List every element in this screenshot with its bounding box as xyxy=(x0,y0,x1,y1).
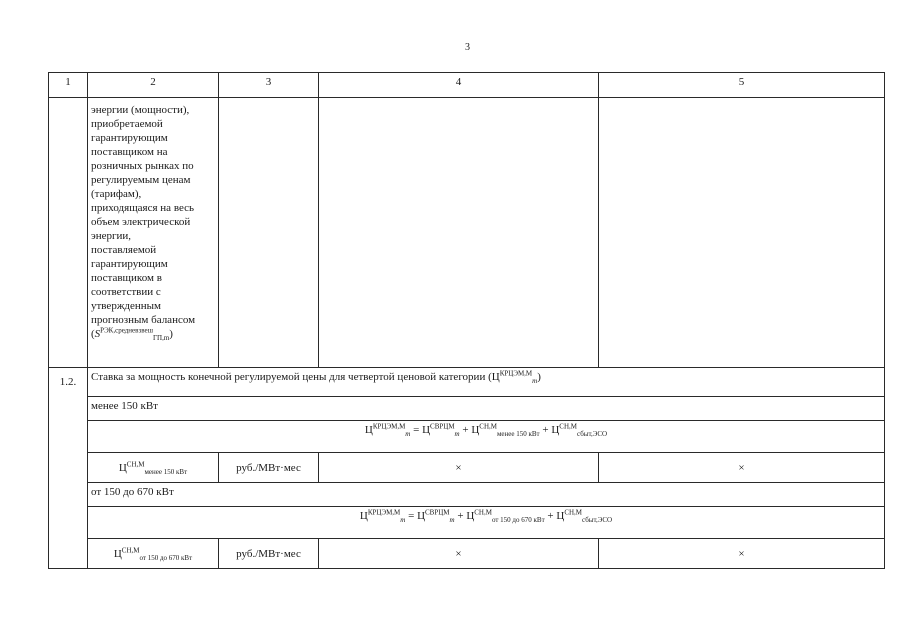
continuation-num-cell xyxy=(49,98,88,368)
section-title-row xyxy=(49,368,885,397)
rate-symbol: $Ц^{СН,М}_{менее 150 кВт}$ xyxy=(88,453,219,483)
rate-symbol: $Ц^{СН,М}_{от 150 до 670 кВт}$ xyxy=(88,539,219,569)
continuation-row xyxy=(49,98,885,368)
group-label-row xyxy=(49,397,885,421)
unit-cell: руб./МВт·мес xyxy=(219,539,319,569)
formula-row xyxy=(49,507,885,539)
continuation-col-4 xyxy=(319,98,599,368)
tariff-table xyxy=(48,72,885,569)
group-label: менее 150 кВт xyxy=(88,397,885,421)
data-row xyxy=(49,539,885,569)
continuation-col-3 xyxy=(219,98,319,368)
group-label: от 150 до 670 кВт xyxy=(88,483,885,507)
formula: $Ц^{КРЦЭМ,М}_m = Ц^{СВРЦМ}_m + Ц^{СН,М}_{менее 150 кВт} + Ц^{СН,М}_{сбыт,ЭСО}$ xyxy=(88,421,885,453)
formula-row xyxy=(49,421,885,453)
header-row xyxy=(49,73,885,98)
value-col-5: × xyxy=(599,453,885,483)
value-col-4: × xyxy=(319,539,599,569)
continuation-text: энергии (мощности), приобретаемой гарантирующим поставщиком на розничных рынках по регулируемым ценам (тарифам), приходящаяся на весь объем электрической энергии, поставляемой гарантирующим поставщиком в соответствии с утвержденным прогнозным балансом xyxy=(91,104,196,326)
continuation-description xyxy=(88,98,219,368)
value-col-4: × xyxy=(319,453,599,483)
data-row xyxy=(49,453,885,483)
section-number: 1.2. xyxy=(49,368,88,569)
continuation-col-5 xyxy=(599,98,885,368)
header-col-1: 1 xyxy=(49,73,88,98)
header-col-5: 5 xyxy=(599,73,885,98)
value-col-5: × xyxy=(599,539,885,569)
unit-cell: руб./МВт·мес xyxy=(219,453,319,483)
group-label-row xyxy=(49,483,885,507)
page-number: 3 xyxy=(465,42,470,53)
header-col-4: 4 xyxy=(319,73,599,98)
header-col-3: 3 xyxy=(219,73,319,98)
section-title: Ставка за мощность конечной регулируемой цены для четвертой ценовой категории $(Ц^{КРЦЭМ,М}_m)$ xyxy=(88,368,885,397)
header-col-2: 2 xyxy=(88,73,219,98)
formula: $Ц^{КРЦЭМ,М}_m = Ц^{СВРЦМ}_m + Ц^{СН,М}_{от 150 до 670 кВт} + Ц^{СН,М}_{сбыт,ЭСО}$ xyxy=(88,507,885,539)
balance-symbol: $(S^{РЭК,средневзвеш}_{ГП,m})$ xyxy=(91,326,173,343)
